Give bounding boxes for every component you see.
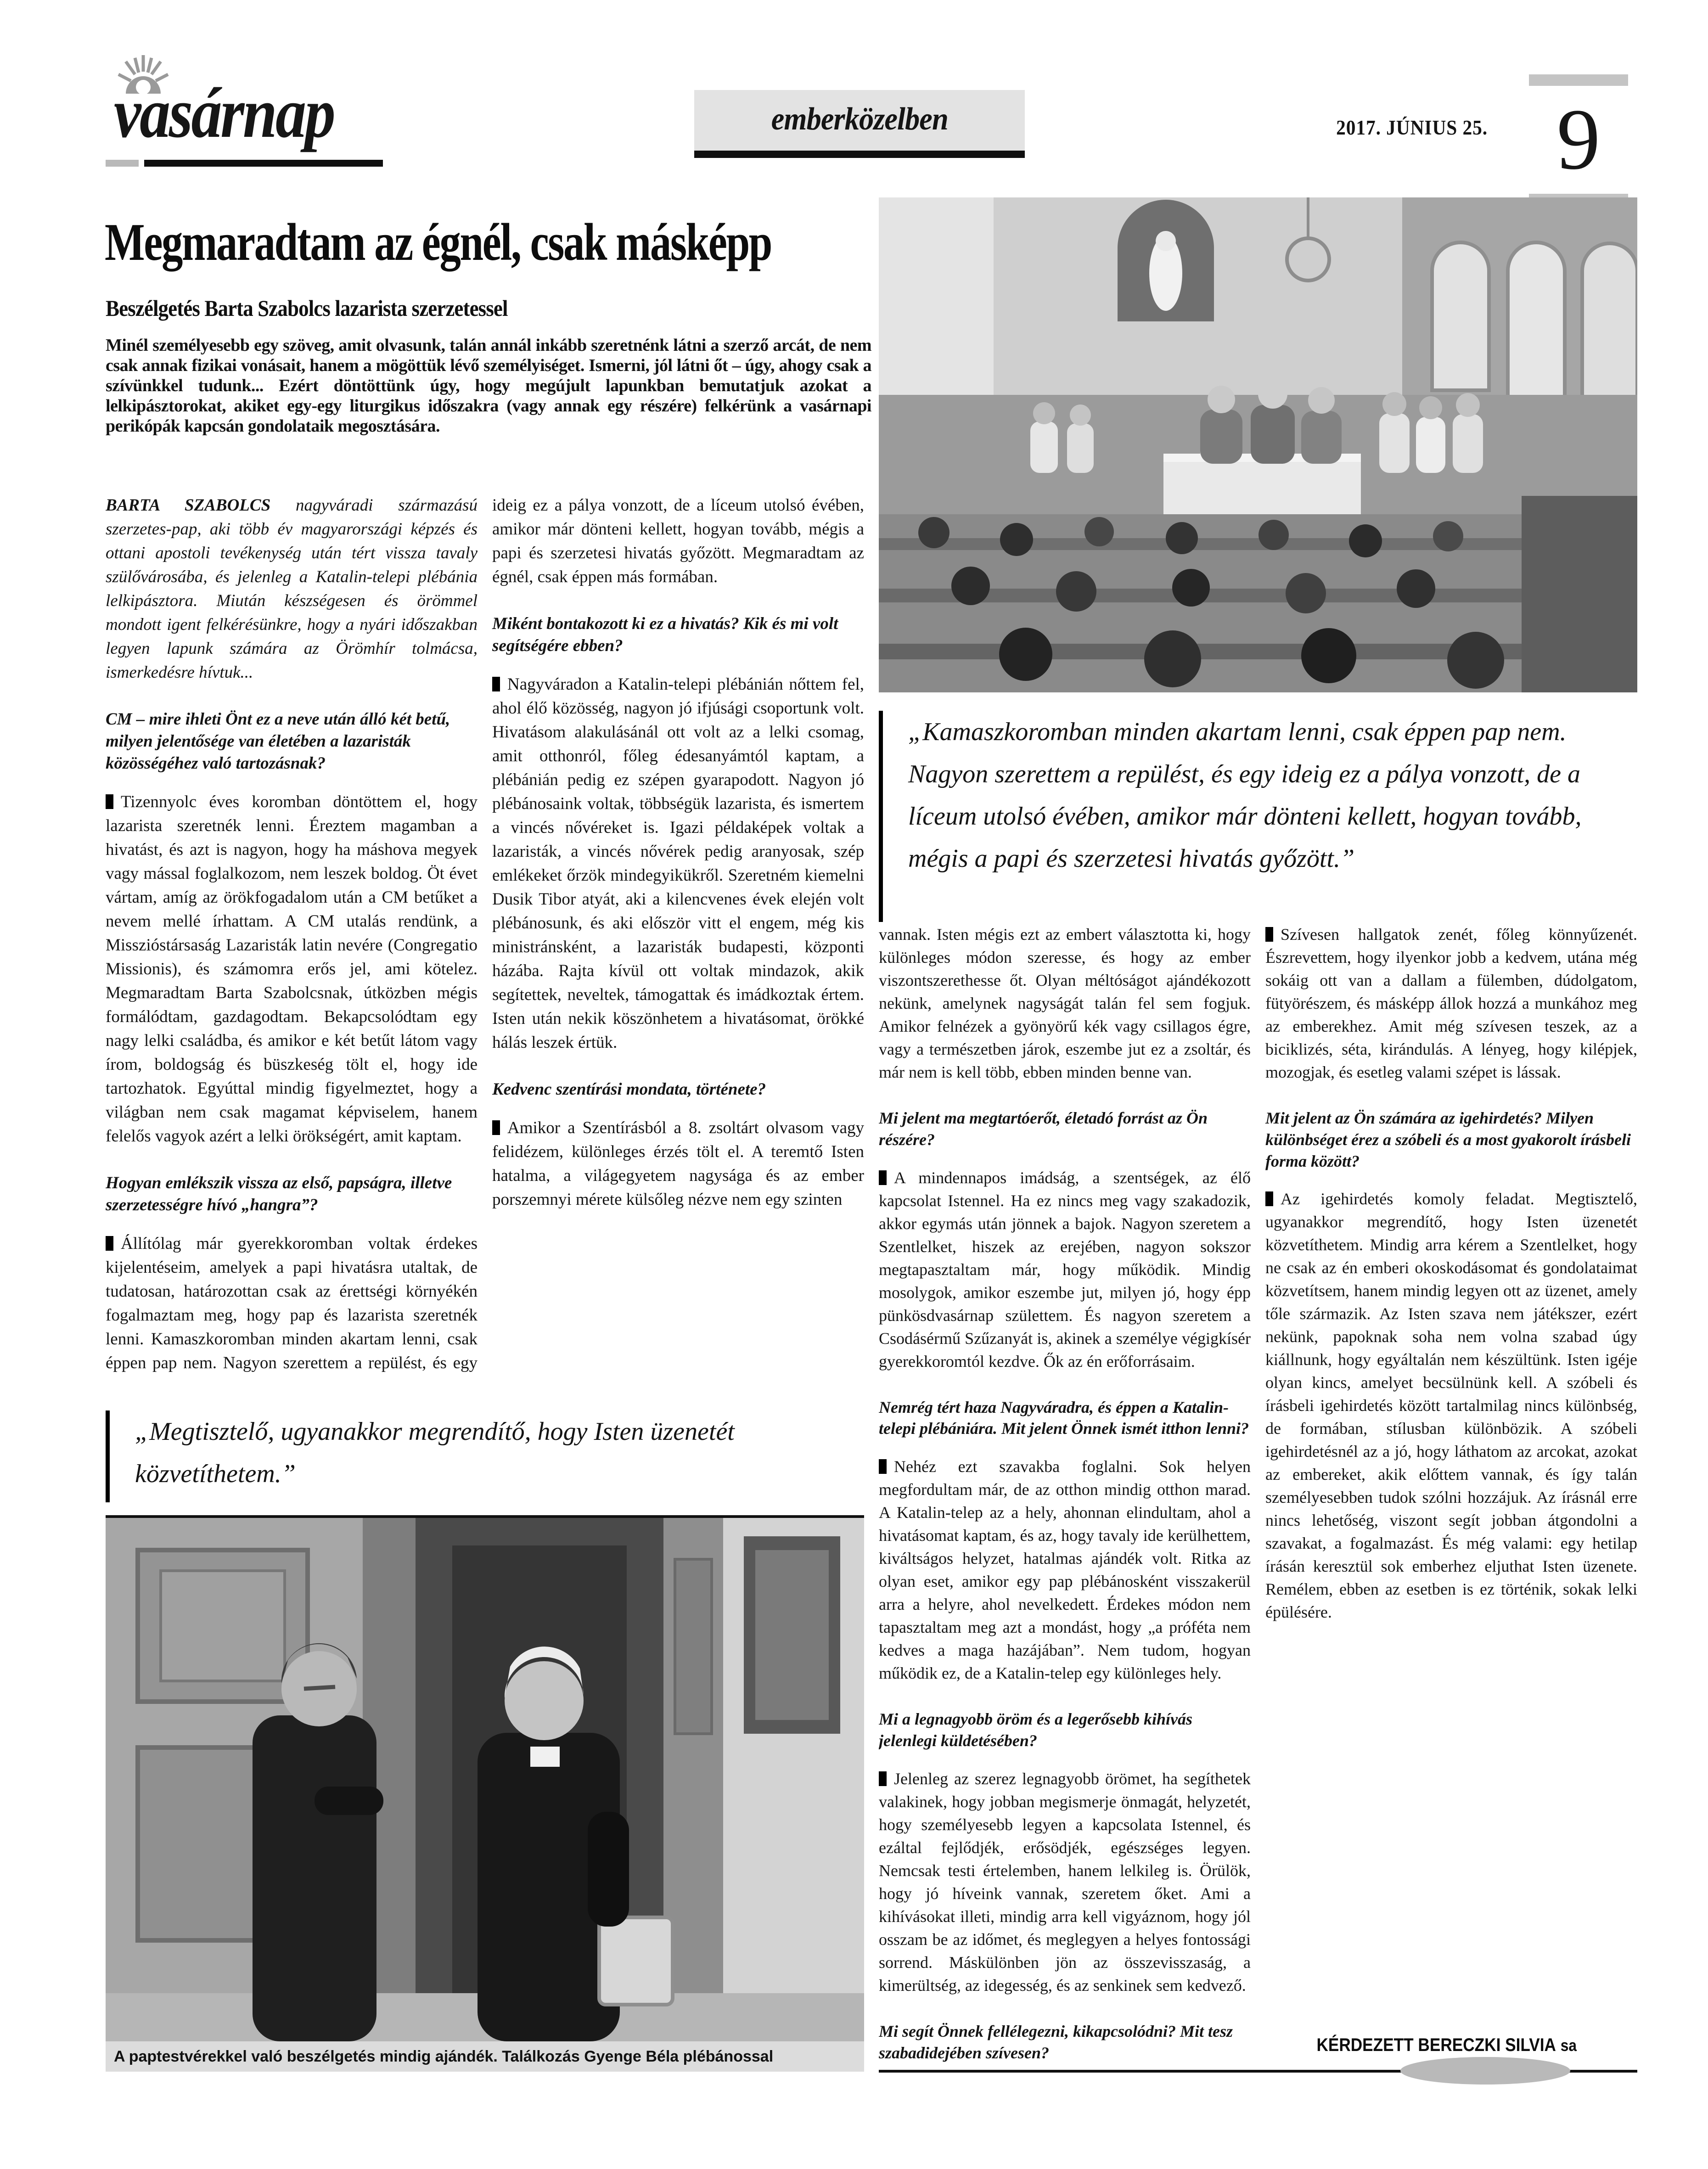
question-heading: Hogyan emlékszik vissza az első, papságra, illetve szerzetességre hívó „hangra”? (106, 1174, 452, 1215)
answer-paragraph: Nehéz ezt szavakba foglalni. Sok helyen megfordultam már, de az otthon mindig otthon marad. A Katalin-telep az a hely, ahonnan elindultam, ahol a hivatásomat kaptam, és az, hogy tavaly ide kerülhettem, kiváltságos helyzet, hatalmas ajándék volt. Ritka az olyan eset, amikor egy pap plébánosként visszakerül arra a helyre, ahol nevelkedett. Érdekes módon nem tapasztaltam meg azt a mondást, hogy „a próféta nem kedves a maga hazájában”. Nem tudom, hogyan működik ez, de a Katalin-telep egy különleges hely. (879, 1455, 1251, 1685)
question-heading: Nemrég tért haza Nagyváradra, és éppen a Katalin-telepi plébániára. Mit jelent Önnek ismét itthon lenni? (879, 1398, 1249, 1438)
question-heading: Miként bontakozott ki ez a hivatás? Kik és mi volt segítségére ebben? (492, 614, 838, 656)
question-heading: Kedvenc szentírási mondata, története? (492, 1080, 766, 1099)
page-number-bar-top (1529, 74, 1628, 86)
article-headline: Megmaradtam az égnél, csak másképp (105, 213, 772, 272)
page-number-block (1529, 74, 1628, 205)
church-mass-photo (879, 197, 1637, 692)
section-banner (694, 90, 1025, 158)
answer-paragraph: Szívesen hallgatok zenét, főleg könnyűzenét. Észrevettem, hogy ilyenkor jobb a kedvem, utána még sokáig ott van a dallam a fülemben, dúdolgatom, fütyörészem, és másképp állok hozzá a munkához meg az emberekhez. Amit még szívesen teszek, az a biciklizés, séta, kirándulás. A lényeg, hogy kilépjek, mozogjak, és esetleg valami szépet is lássak. (1265, 923, 1637, 1084)
section-title: emberközelben (771, 101, 948, 137)
article-subtitle: Beszélgetés Barta Szabolcs lazarista szerzetessel (106, 295, 508, 321)
byline-suffix: sa (1560, 2036, 1577, 2055)
answer-paragraph: A mindennapos imádság, a szentségek, az élő kapcsolat Istennel. Ha ez nincs meg vagy szakadozik, akkor egymás után jönnek a bajok. Nagyon szeretem a Szentlelket, hiszek az erejében, nagyon sokszor megtapasztaltam már, hogy működik. Mindig mosolygok, amikor eszembe jut, milyen jó, hogy épp pünkösdvasárnap születtem. És nagyon szeretem a Csodásérmű Szűzanyát is, akinek a személye végigkísér gyerekkoromtól kezdve. Ők az én erőforrásaim. (879, 1166, 1251, 1373)
byline-name: BERECZKI SILVIA (1418, 2035, 1556, 2055)
intro-paragraph (106, 494, 478, 685)
question-heading: Mi a legnagyobb öröm és a legerősebb kihívás jelenlegi küldetésében? (879, 1710, 1192, 1750)
brand-logo: vasárnap (114, 73, 334, 152)
byline-prefix: KÉRDEZETT (1316, 2035, 1414, 2055)
conversation-photo (106, 1515, 864, 2041)
answer-paragraph: Az igehirdetés komoly feladat. Megtisztelő, ugyanakkor megrendítő, hogy Isten üzenetét közvetíthetem. Mindig arra kérem a Szentlelket, hogy ne csak az én emberi okoskodásomat és gondolataimat közvetítsem, hanem mindig legyen ott az üzenet, amely tőle származik. Az Isten szava nem játékszer, ezért nekünk, papoknak soha nem volna szabad úgy kiállnunk, hogy egyáltalán nem készültünk. Isten igéje olyan kincs, amelyet becsülnünk kell. A szóbeli és írásbeli igehirdetés között tartalmilag nincs különbség, de formában, stílusban különbözik. A szóbeli igehirdetésnél az a jó, hogy láthatom az arcokat, azokat az embereket, akik előttem vannak, és így talán személyesebben tudok szólni hozzájuk. Az írásnál erre nincs lehetőség, viszont segít jobban átgondolni a szavakat, a fogalmazást. És még valami: egy hetilap írásán keresztül sok emberhez eljuthat Isten üzenete. Remélem, ebben az esetben is ez történik, sokak lelki épülésére. (1265, 1187, 1637, 1624)
body-columns-right (879, 923, 1637, 2098)
answer-paragraph: Nagyváradon a Katalin-telepi plébánián nőttem fel, ahol élő közösség, nagyon jó ifjúsági csoportunk volt. Hivatásom alakulásánál ott volt az a lelki csomag, amit otthonról, főleg édesanyámtól kaptam, a plébánián pedig ez szépen gyarapodott. Nagyon jó plébánosaink voltak, többségük lazarista, és ismertem a vincés nővéreket is. Igazi példaképek voltak a lazaristák, a vincés nővérek pedig aranyosak, szép emlékeket őrzök mindegyikükről. Szeretném kiemelni Dusik Tibor atyát, aki a kilencvenes évek elején volt plébánosunk, és aki először vitt el engem, még kis ministránsként, a lazaristák budapesti, központi házába. Rajta kívül ott voltak mindazok, akik segítettek, neveltek, támogattak és imádkoztak értem. Isten után nekik köszönhetem a hivatásomat, örökké hálás leszek értük. (492, 673, 864, 1055)
pull-quote-message: „Megtisztelő, ugyanakkor megrendítő, hogy Isten üzenetét közvetíthetem.” (106, 1410, 845, 1502)
article-lead: Minél személyesebb egy szöveg, amit olvasunk, talán annál inkább szeretnénk látni a szerző arcát, de nem csak annak fizikai vonásait, hanem a mögöttük lévő személyiséget. Ismerni, jól látni őt – úgy, ahogy csak a szívünkkel tudunk... Ezért döntöttünk úgy, hogy megújult lapunkban bemutatjuk azokat a lelkipásztorokat, akiket egy-egy liturgikus időszakra (vagy annak egy részére) felkérünk a vasárnapi perikópák kapcsán gondolataik megosztására. (106, 336, 871, 436)
logo-rule-gray (106, 160, 139, 167)
photo-caption: A paptestvérekkel való beszélgetés mindig ajándék. Találkozás Gyenge Béla plébánossal (106, 2041, 864, 2072)
question-heading: Mit jelent az Ön számára az igehirdetés? Milyen különbséget érez a szóbeli és a most gyakorolt írásbeli forma között? (1265, 1109, 1631, 1170)
intro-text: nagyváradi származású szerzetes-pap, aki több év magyarországi képzés és ottani apostoli tevékenység után tért vissza tavaly szülővárosába, és jelenleg a Katalin-telepi plébánia lelkipásztora. Miután készségesen és örömmel mondott igent felkérésünkre, hogy a nyári időszakban legyen lapunk számára az Örömhír tolmácsa, ismerkedésre hívtuk... (106, 496, 478, 682)
pull-quote-flight: „Kamaszkoromban minden akartam lenni, csak éppen pap nem. Nagyon szerettem a repülést, és egy ideig ez a pálya vonzott, de a líceum utolsó évében, amikor már dönteni kellett, hogyan tovább, mégis a papi és szerzetesi hivatás győzött.” (879, 711, 1613, 922)
body-columns-left (106, 494, 864, 1387)
byline (970, 2035, 1637, 2056)
logo-rule-black (144, 160, 383, 167)
answer-paragraph: Amikor a Szentírásból a 8. zsoltárt olvasom vagy felidézem, különleges érzés tölt el. A teremtő Isten hatalma, a világegyetem nagysága és az ember porszemnyi mérete külsőleg nézve nem egy szinten (492, 1116, 864, 1212)
answer-paragraph: Állítólag már gyerekkoromban voltak érdekes kijelentéseim, amelyek a papi hivatásra utaltak, de tudatosan, határozottan csak az érettségi környékén fogalmaztam meg, hogy pap és lazarista szeretnék lenni. Kamaszkoromban minden akartam lenni, csak éppen pap nem. Nagyon szerettem a repülést, és egy ideig ez a pálya vonzott, de a líceum utolsó évében, amikor már dönteni kellett, hogyan tovább, mégis a papi és szerzetesi hivatás győzött. Megmaradtam az égnél, csak éppen más formában. (106, 494, 864, 1387)
answer-paragraph: Jelenleg az szerez legnagyobb örömet, ha segíthetek valakinek, hogy jobban megismerje önmagát, helyzetét, hogy személyesebb legyen a kapcsolata Istennel, és ezáltal fejlődjék, erősödjék, egészséges legyen. Nemcsak testi értelemben, hanem lelkileg is. Örülök, hogy jó híveink vannak, szeretem őket. Ami a kihívásokat illeti, mindig arra kell vigyáznom, hogy jól osszam be az időmet, és meglegyen a helyes fontossági sorrend. Máskülönben jön az összevisszaság, a kimerültség, az idegesség, és az senkinek sem kedvező. (879, 1767, 1251, 1997)
question-heading: Mi jelent ma megtartóerőt, életadó forrást az Ön részére? (879, 1109, 1208, 1149)
end-ellipse-ornament (1400, 2057, 1570, 2085)
answer-continuation: vannak. Isten mégis ezt az embert választotta ki, hogy különleges módon szeresse, és hogy az ember viszontszerethesse őt. Olyan méltóságot ajándékozott nekünk, amelynek nagyságát talán fel sem fogjuk. Amikor felnézek a gyönyörű kék vagy csillagos égre, vagy a természetben járok, eszembe jut ez a zsoltár, és már nem is kell több, ebben minden benne van. (879, 925, 1251, 1081)
question-heading: CM – mire ihleti Önt ez a neve után álló két betű, milyen jelentősége van életében a lazaristák közösségéhez való tartozásnak? (106, 710, 450, 773)
intro-lead-in: BARTA SZABOLCS (106, 496, 271, 515)
answer-paragraph: Tizennyolc éves koromban döntöttem el, hogy lazarista szeretnék lenni. Éreztem magamban a hivatást, és azt is nagyon, hogy ha máshova megyek vagy mással foglalkozom, nem leszek boldog. Öt évet vártam, amíg az örökfogadalom után a CM betűket a nevem mellé írhattam. A CM utalás rendünk, a Misszióstársaság Lazaristák latin nevére (Congregatio Missionis), és számomra erős jel, ami kötelez. Megmaradtam Barta Szabolcsnak, útközben mégis formálódtam, gazdagodtam. Bekapcsolódtam egy nagy lelki családba, és amikor e két betűt látom vagy írom, boldogság és büszkeség tölt el, hogy ide tartozhatok. Egyúttal mindig figyelmeztet, hogy a világban nem csak magamat képviselem, hanem felelős vagyok azért a lelki örökségért, amit kaptam. (106, 790, 478, 1148)
question-heading: Mi segít Önnek fellélegezni, kikapcsolódni? Mit tesz szabadidejében szívesen? (879, 2022, 1233, 2062)
issue-date: 2017. JÚNIUS 25. (1336, 116, 1488, 139)
page-number: 9 (1556, 91, 1601, 188)
